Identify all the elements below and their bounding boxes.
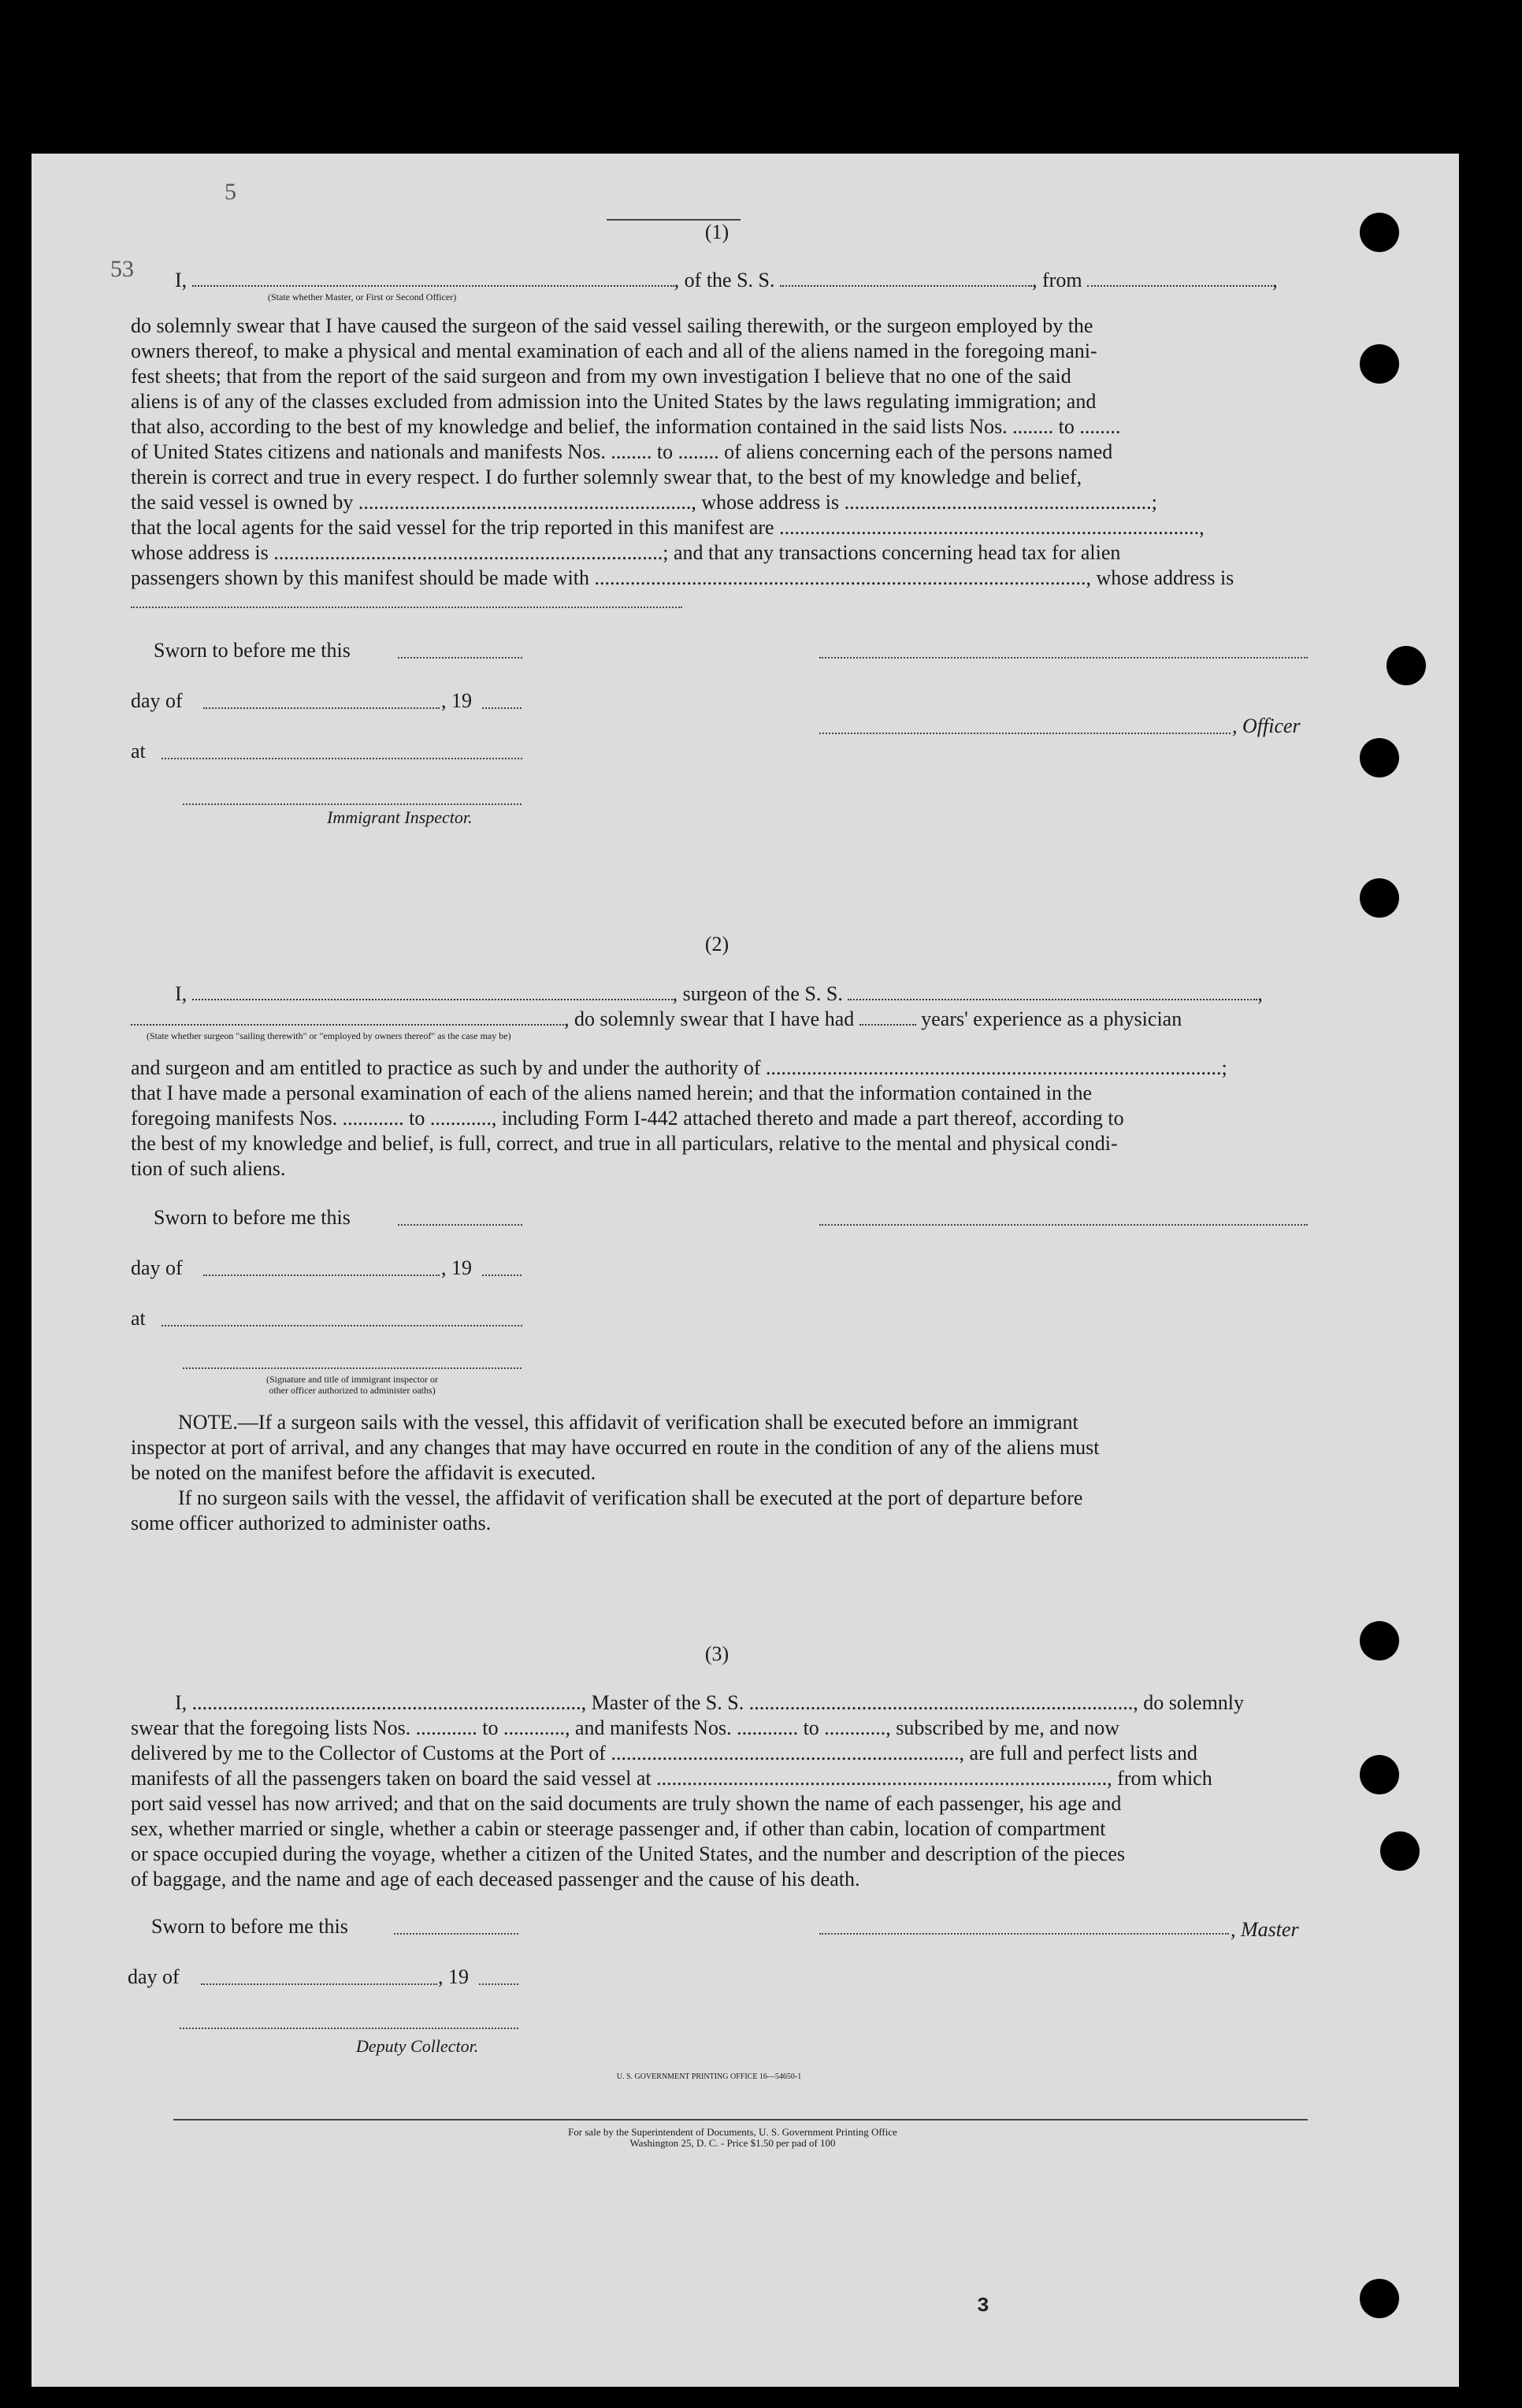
footer-rule <box>173 2119 1308 2120</box>
printing-office-line: U. S. GOVERNMENT PRINTING OFFICE 16—54650-1 <box>616 2072 802 2081</box>
sale-note: For sale by the Superintendent of Documents, U. S. Government Printing Office Washington 25, D. C. - Price $1.50 per pad of 100 <box>568 2126 897 2149</box>
punch-hole <box>1360 878 1399 918</box>
at-line <box>161 758 522 759</box>
surgeon-signature-line <box>819 1224 1308 1226</box>
margin-mark: 5 <box>225 179 236 205</box>
day-line <box>201 1983 437 1985</box>
punch-hole <box>1360 738 1399 777</box>
sworn-label: Sworn to before me this <box>154 639 351 662</box>
section-3-body: I, ............................................................................, Master of the S. S. ..........................................................................., do solemnly swear that the foregoing lists Nos. ............ to ............, and manifests Nos. ............ to ............, subscribed by me, and now delivered by me to the Collector of Customs at the Port of ...................................................................., are full and perfect lists and manifests of all the passengers taken on board the said vessel at ........................................................................................, from which port said vessel has now arrived; and that on the said documents are truly shown the name of each passenger, his age and sex, whether married or single, whether a cabin or steerage passenger and, if other than cabin, location of compartment or space occupied during the voyage, whether a citizen of the United States, and the number and description of the pieces of baggage, and the name and age of each deceased passenger and the cause of his death. <box>131 1691 1245 1890</box>
bottom-stamp: 3 <box>977 2294 989 2317</box>
section-2-number: (2) <box>704 933 729 955</box>
day-line <box>203 707 440 709</box>
day-of-label: day of <box>131 1256 183 1279</box>
sworn-date-line <box>394 1933 518 1935</box>
inspector-signature-line <box>183 1367 522 1369</box>
year-line <box>482 1274 522 1276</box>
punch-hole <box>1380 1831 1420 1871</box>
section-1-body: do solemnly swear that I have caused the surgeon of the said vessel sailing therewith, or the surgeon employed by the owners thereof, to make a physical and mental examination of each and all of the aliens named in the foregoing mani- fest sheets; that from the report of the said surgeon and from my own investigation I believe that no one of the said aliens is of any of the classes excluded from admission into the United States by the laws regulating immigration; and that also, according to the best of my knowledge and belief, the information contained in the said lists Nos. ........ to ........ of United States citizens and nationals and manifests Nos. ........ to ........ of aliens concerning each of the persons named therein is correct and true in every respect. I do further solemnly swear that, to the best of my knowledge and belief, the said vessel is owned by ................................................................., whose address is ............................................................; that the local agents for the said vessel for the trip reported in this manifest are .................................................................................., whose address is ............................................................................; and that any transactions concerning head tax for alien passengers shown by this manifest should be made with ................................................................................................, whose address is <box>131 314 1234 589</box>
master-signature-line <box>819 1933 1229 1935</box>
section-3-number: (3) <box>704 1642 729 1665</box>
address-line <box>131 607 682 608</box>
punch-hole <box>1387 646 1426 685</box>
officer-note: (State whether Master, or First or Second Officer) <box>268 291 457 302</box>
punch-hole <box>1360 1755 1399 1794</box>
sworn-date-line <box>398 1224 522 1226</box>
signature-note: (Signature and title of immigrant inspector or other officer authorized to administer oaths) <box>266 1374 438 1396</box>
surgeon-note: (State whether surgeon "sailing therewith" or "employed by owners thereof" as the case may be) <box>147 1030 511 1041</box>
note-paragraph: NOTE.—If a surgeon sails with the vessel, this affidavit of verification shall be executed before an immigrant inspector at port of arrival, and any changes that may have occurred en route in the condition of any of the aliens must be noted on the manifest before the affidavit is executed. If no surgeon sails with the vessel, the affidavit of verification shall be executed at the port of departure before some officer authorized to administer oaths. <box>131 1411 1100 1534</box>
punch-hole <box>1360 2279 1399 2318</box>
day-of-label: day of <box>128 1965 180 1988</box>
punch-hole <box>1360 344 1399 384</box>
year-label: , 19 <box>441 1256 472 1279</box>
officer-signature-line <box>819 657 1308 659</box>
inspector-label: Immigrant Inspector. <box>327 807 473 827</box>
margin-mark: 53 <box>110 256 134 282</box>
day-line <box>203 1274 440 1276</box>
at-line <box>161 1325 522 1326</box>
day-of-label: day of <box>131 689 183 712</box>
year-line <box>482 707 522 709</box>
punch-hole <box>1360 1621 1399 1660</box>
year-line <box>479 1983 518 1985</box>
officer-title-line <box>819 733 1231 734</box>
surgeon-line: I, , surgeon of the S. S. , <box>175 982 1263 1005</box>
sworn-date-line <box>398 657 522 659</box>
deputy-signature-line <box>180 2028 518 2029</box>
sworn-label: Sworn to before me this <box>151 1915 348 1938</box>
section-2-body: and surgeon and am entitled to practice as such by and under the authority of .........................................................................................; that I have made a personal examination of each of the aliens named herein; and that the information contained in the foregoing manifests Nos. ............ to ............, including Form I-442 attached thereto and made a part thereof, according to the best of my knowledge and belief, is full, correct, and true in all particulars, relative to the mental and physical condi- tion of such aliens. <box>131 1056 1227 1180</box>
year-label: , 19 <box>441 689 472 712</box>
at-label: at <box>131 1307 146 1330</box>
officer-line: I, , of the S. S. , from , <box>175 269 1278 291</box>
deputy-label: Deputy Collector. <box>356 2036 479 2056</box>
sworn-label: Sworn to before me this <box>154 1206 351 1229</box>
section-1-number: (1) <box>704 221 729 243</box>
at-label: at <box>131 740 146 762</box>
officer-label: , Officer <box>1232 714 1301 737</box>
punch-hole <box>1360 213 1399 252</box>
master-label: , Master <box>1231 1918 1299 1941</box>
year-label: , 19 <box>438 1965 469 1988</box>
experience-line: , do solemnly swear that I have had years' experience as a physician <box>131 1007 1308 1032</box>
